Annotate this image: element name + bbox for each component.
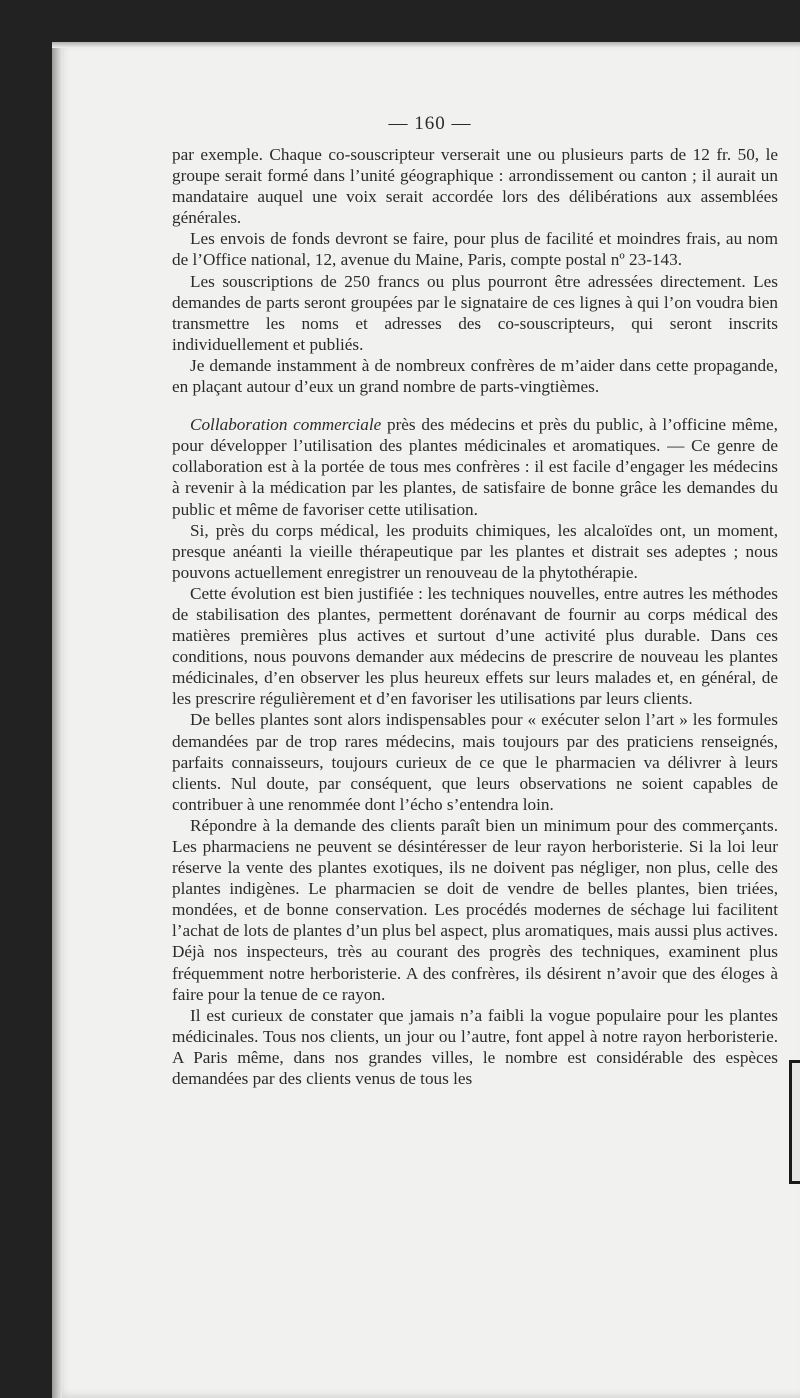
page-binding-shadow — [52, 42, 62, 1398]
paragraph: Si, près du corps médical, les produits chimiques, les alcaloïdes ont, un moment, presque anéanti la vieille thérapeutique par les plantes et distrait ses adeptes ; nous pouvons actuellement enregistrer un renouveau de la phytothérapie. — [172, 520, 778, 582]
italic-heading: Collaboration commerciale — [190, 415, 382, 435]
paragraph: par exemple. Chaque co-souscripteur verserait une ou plusieurs parts de 12 fr. 50, le groupe serait formé dans l’unité géographique : arrondissement ou canton ; il aurait un mandataire auquel une voix serait accordée lors des délibérations aux assemblées générales. — [172, 145, 778, 228]
paragraph-body: près des médecins et près du public, à l’officine même, pour développer l’utilisation des plantes médicinales et aromatiques. — Ce genre de collaboration est à la portée de tous mes confrères : il est facile d’engager les médecins à revenir à la médication par les plantes, de satisfaire de bonne grâce les demandes du public et même de favoriser cette utilisation. — [172, 415, 778, 519]
page-number — [0, 113, 800, 135]
page-top-edge — [52, 42, 800, 48]
paragraph: Je demande instamment à de nombreux confrères de m’aider dans cette propagande, en plaçant autour d’eux un grand nombre de parts-vingtièmes. — [172, 355, 778, 397]
paragraph: Répondre à la demande des clients paraît bien un minimum pour des commerçants. Les pharmaciens ne peuvent se désintéresser de leur rayon herboristerie. Si la loi leur réserve la vente des plantes exotiques, ils ne doivent pas négliger, non plus, celle des plantes indigènes. Le pharmacien se doit de vendre de belles plantes, bien triées, mondées, et de bonne conservation. Les procédés modernes de séchage lui facilitent l’achat de lots de plantes d’un plus bel aspect, plus aromatiques, mais aussi plus actives. Déjà nos inspecteurs, très au courant des progrès des techniques, examinent plus fréquemment notre herboristerie. A des confrères, ils désirent n’avoir que des éloges à faire pour la tenue de ce rayon. — [172, 815, 778, 1004]
paragraph — [172, 414, 778, 519]
paragraph: Il est curieux de constater que jamais n’a faibli la vogue populaire pour les plantes médicinales. Tous nos clients, un jour ou l’autre, font appel à notre rayon herboristerie. A Paris même, dans nos grandes villes, le nombre est considérable des espèces demandées par des clients venus de tous les — [172, 1005, 778, 1089]
paragraph: De belles plantes sont alors indispensables pour « exécuter selon l’art » les formules demandées par de trop rares médecins, mais toujours par des praticiens renseignés, parfaits connaisseurs, toujours curieux de ce que le pharmacien va délivrer à leurs clients. Nul doute, par conséquent, que leurs observations ne soient capables de contribuer à une renommée dont l’écho s’entendra loin. — [172, 710, 778, 814]
page-number-text: — 160 — — [388, 113, 472, 134]
paragraph: Les souscriptions de 250 francs ou plus pourront être adressées directement. Les demandes de parts seront groupées par le signataire de ces lignes à qui l’on voudra bien transmettre les noms et adresses des co-souscripteurs, qui seront inscrits individuellement et publiés. — [172, 271, 778, 354]
body-text — [172, 144, 778, 1089]
paragraph: Cette évolution est bien justifiée : les techniques nouvelles, entre autres les méthodes de stabilisation des plantes, permettent dorénavant de fournir au corps médical des matières premières plus actives et surtout d’une activité plus durable. Dans ces conditions, nous pouvons demander aux médecins de prescrire de nouveau les plantes médicinales, d’en observer les plus heureux effets sur leurs malades et, en général, de les prescrire régulièrement et d’en favoriser les utilisations par leurs clients. — [172, 583, 778, 709]
margin-bracket-mark — [789, 1060, 800, 1184]
paragraph: Les envois de fonds devront se faire, pour plus de facilité et moindres frais, au nom de l’Office national, 12, avenue du Maine, Paris, compte postal nº 23-143. — [172, 229, 778, 270]
